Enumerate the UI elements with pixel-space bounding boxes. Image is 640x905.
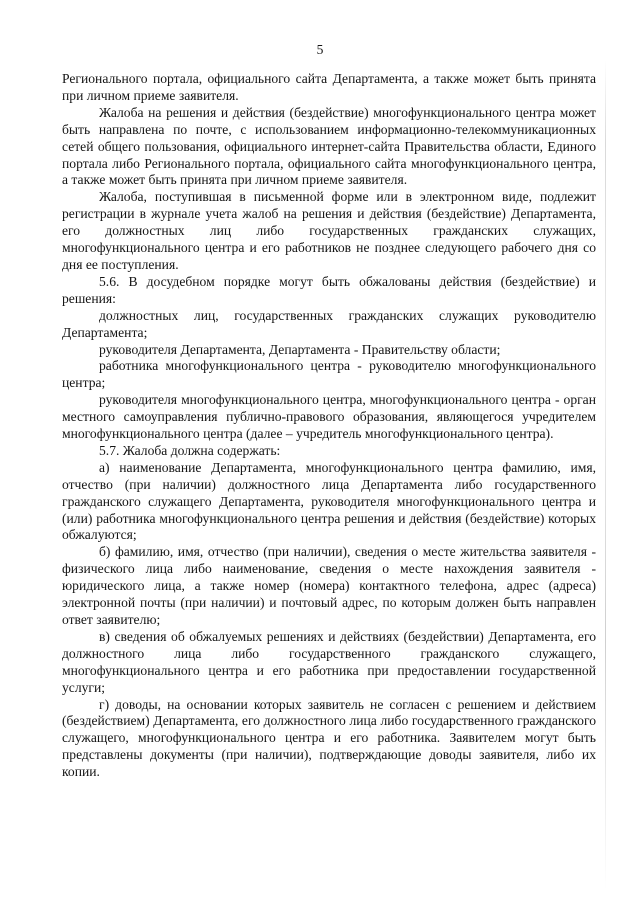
- page-number: 5: [316, 42, 324, 57]
- complaint-content-item-b: б) фамилию, имя, отчество (при наличии), сведения о месте жительства заявителя - физического лица либо наименование, сведения о месте нахождения заявителя - юридического лица, а также номер (номера) контактного телефона, адрес (адреса) электронной почты (при наличии) и почтовый адрес, по которым должен быть направлен ответ заявителю;: [62, 544, 596, 627]
- appeal-item-head-of-department: руководителя Департамента, Департамента - Правительству области;: [99, 341, 501, 357]
- document-body: [62, 71, 596, 781]
- paragraph-section-5-6: 5.6. В досудебном порядке могут быть обжалованы действия (бездействие) и решения:: [62, 273, 596, 306]
- paragraph-section-5-7: 5.7. Жалоба должна содержать:: [99, 442, 281, 458]
- appeal-item-mfc-employee: работника многофункционального центра - руководителю многофункционального центра;: [62, 358, 596, 391]
- appeal-item-officials: должностных лиц, государственных гражданских служащих руководителю Департамента;: [62, 307, 596, 340]
- appeal-item-mfc-head: руководителя многофункционального центра, многофункционального центра - орган местного самоуправления публично-правового образования, являющегося учредителем многофункционального центра (далее – учредитель многофункционального центра).: [62, 392, 596, 442]
- complaint-content-item-g: г) доводы, на основании которых заявитель не согласен с решением и действием (бездействием) Департамента, его должностного лица либо государственного гражданского служащего, многофункционального центра и его работника. Заявителем могут быть представлены документы (при наличии), подтверждающие доводы заявителя, либо их копии.: [62, 696, 596, 780]
- paragraph-mfc-complaint: Жалоба на решения и действия (бездействие) многофункционального центра может быть направлена по почте, с использованием информационно-телекоммуникационных сетей общего пользования, официального интернет-сайта Правительства области, Единого портала либо Регионального портала, официального сайта многофункционального центра, а также может быть принята при личном приеме заявителя.: [62, 104, 596, 188]
- paragraph-continuation: Регионального портала, официального сайта Департамента, а также может быть принята при личном приеме заявителя.: [62, 71, 596, 103]
- complaint-content-item-v: в) сведения об обжалуемых решениях и действиях (бездействии) Департамента, его должностного лица либо государственного гражданского служащего, многофункционального центра и его работника при предоставлении государственной услуги;: [62, 628, 596, 695]
- paragraph-complaint-registration: Жалоба, поступившая в письменной форме или в электронном виде, подлежит регистрации в журнале учета жалоб на решения и действия (бездействие) Департамента, его должностных лиц либо государственных гражданских служащих, многофункционального центра и его работников не позднее следующего рабочего дня со дня ее поступления.: [62, 189, 596, 272]
- complaint-content-item-a: а) наименование Департамента, многофункционального центра фамилию, имя, отчество (при наличии) должностного лица Департамента либо государственного гражданского служащего Департамента, руководителя многофункционального центра и (или) работника многофункционального центра решения и действия (бездействие) которых обжалуются;: [62, 459, 596, 543]
- scan-edge-line: [605, 60, 606, 890]
